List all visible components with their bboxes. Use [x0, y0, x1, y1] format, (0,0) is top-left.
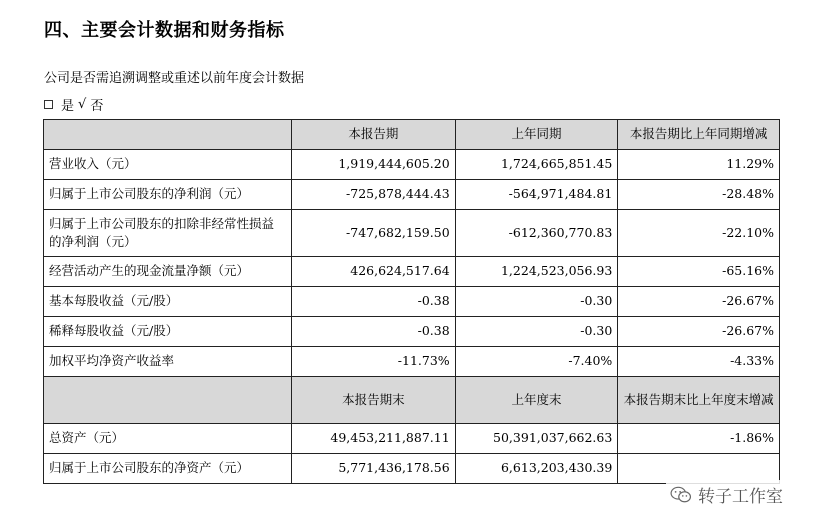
choice-check-mark: √ — [78, 97, 87, 112]
cell-value: 11.29% — [618, 150, 780, 180]
header-cell: 本报告期 — [292, 120, 456, 150]
choice-no: 否 — [90, 99, 104, 114]
header-cell: 上年同期 — [455, 120, 618, 150]
watermark-text: 转子工作室 — [698, 487, 783, 507]
cell-value: -7.40% — [455, 347, 618, 377]
cell-value: 1,919,444,605.20 — [292, 150, 456, 180]
row-label: 归属于上市公司股东的扣除非经常性损益的净利润（元） — [44, 210, 292, 257]
cell-value: 5,771,436,178.56 — [292, 454, 456, 484]
cell-value: -725,878,444.43 — [292, 180, 456, 210]
cell-value: -26.67% — [618, 317, 780, 347]
table-row — [44, 287, 780, 317]
table-row — [44, 424, 780, 454]
wechat-icon — [670, 486, 692, 504]
row-label: 归属于上市公司股东的净资产（元） — [44, 454, 292, 484]
row-label: 总资产（元） — [44, 424, 292, 454]
cell-value: -28.48% — [618, 180, 780, 210]
checkbox-icon — [44, 100, 53, 109]
table-row — [44, 150, 780, 180]
section-title: 四、主要会计数据和财务指标 — [44, 20, 285, 41]
header-cell: 本报告期末 — [292, 377, 456, 424]
table-row — [44, 454, 780, 484]
cell-value: -747,682,159.50 — [292, 210, 456, 257]
financial-indicators-table — [43, 119, 780, 484]
cell-value: -0.30 — [455, 287, 618, 317]
cell-value — [618, 454, 780, 484]
row-label: 基本每股收益（元/股） — [44, 287, 292, 317]
table-row — [44, 180, 780, 210]
cell-value: -22.10% — [618, 210, 780, 257]
table-row — [44, 347, 780, 377]
cell-value: 49,453,211,887.11 — [292, 424, 456, 454]
table-row — [44, 210, 780, 257]
cell-value: 426,624,517.64 — [292, 257, 456, 287]
header-cell — [44, 377, 292, 424]
row-label: 稀释每股收益（元/股） — [44, 317, 292, 347]
cell-value: -0.38 — [292, 287, 456, 317]
cell-value: 6,613,203,430.39 — [455, 454, 618, 484]
table-row — [44, 317, 780, 347]
table-row — [44, 257, 780, 287]
cell-value: -612,360,770.83 — [455, 210, 618, 257]
cell-value: -26.67% — [618, 287, 780, 317]
cell-value: -11.73% — [292, 347, 456, 377]
cell-value: -4.33% — [618, 347, 780, 377]
row-label: 经营活动产生的现金流量净额（元） — [44, 257, 292, 287]
cell-value: -0.38 — [292, 317, 456, 347]
cell-value: 1,724,665,851.45 — [455, 150, 618, 180]
cell-value: -65.16% — [618, 257, 780, 287]
cell-value: -1.86% — [618, 424, 780, 454]
header-cell: 本报告期比上年同期增减 — [618, 120, 780, 150]
restatement-question: 公司是否需追溯调整或重述以前年度会计数据 — [44, 71, 305, 86]
header-cell: 本报告期末比上年度末增减 — [618, 377, 780, 424]
table-header-row — [44, 120, 780, 150]
watermark — [666, 480, 787, 509]
table-header-row — [44, 377, 780, 424]
cell-value: 1,224,523,056.93 — [455, 257, 618, 287]
cell-value: -0.30 — [455, 317, 618, 347]
header-cell: 上年度末 — [455, 377, 618, 424]
cell-value: 50,391,037,662.63 — [455, 424, 618, 454]
row-label: 归属于上市公司股东的净利润（元） — [44, 180, 292, 210]
choice-yes: 是 — [61, 99, 75, 114]
row-label: 营业收入（元） — [44, 150, 292, 180]
restatement-choice — [44, 95, 103, 114]
header-cell — [44, 120, 292, 150]
cell-value: -564,971,484.81 — [455, 180, 618, 210]
row-label: 加权平均净资产收益率 — [44, 347, 292, 377]
